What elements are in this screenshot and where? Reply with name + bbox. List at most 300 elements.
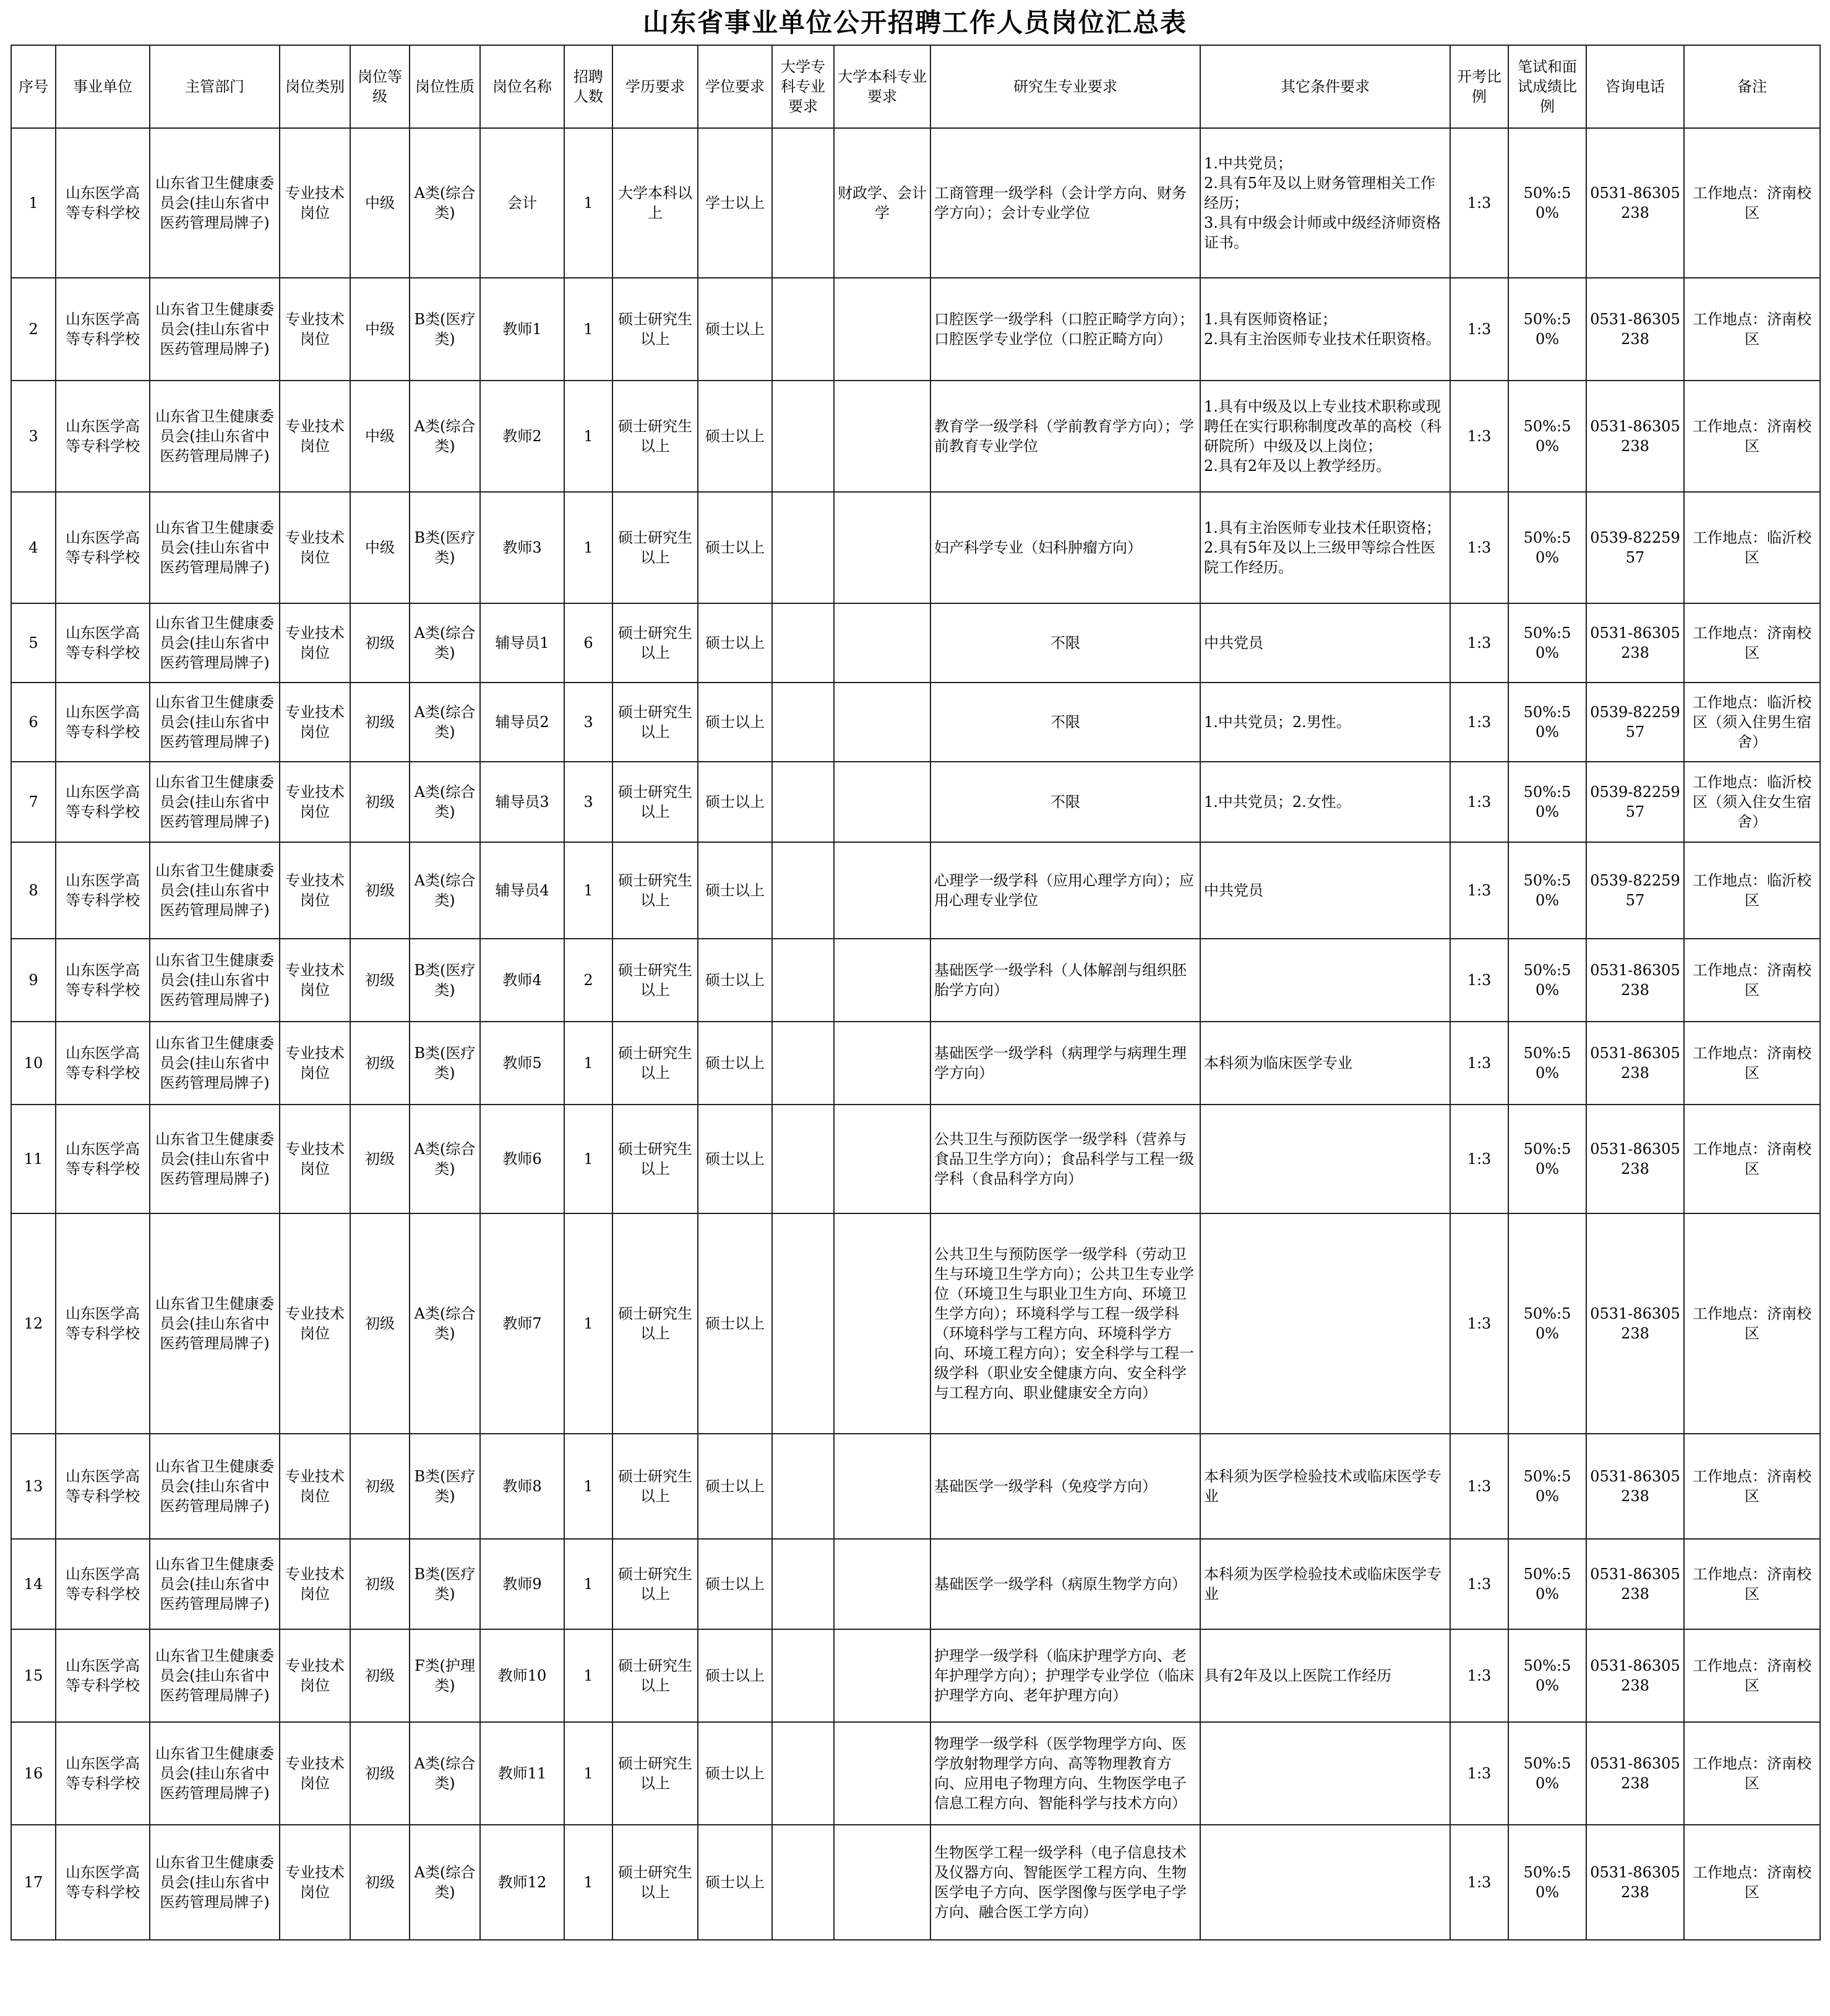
cell-employer: 山东医学高等专科学校 — [56, 1022, 150, 1105]
cell-exam-ratio: 1:3 — [1450, 603, 1508, 683]
cell-other-req: 具有2年及以上医院工作经历 — [1200, 1629, 1450, 1722]
cell-seq-no: 17 — [11, 1825, 56, 1940]
cell-seq-no: 1 — [11, 128, 56, 278]
cell-phone: 0539-8225957 — [1586, 683, 1684, 762]
cell-graduate-major-req: 护理学一级学科（临床护理学方向、老年护理学方向）；护理学专业学位（临床护理学方向、老年护理方向） — [930, 1629, 1200, 1722]
cell-department: 山东省卫生健康委员会(挂山东省中医药管理局牌子) — [150, 762, 280, 842]
header-exam-ratio: 开考比例 — [1450, 45, 1508, 128]
cell-hire-count: 1 — [564, 1629, 612, 1722]
cell-degree-req: 硕士以上 — [698, 603, 772, 683]
cell-phone: 0531-86305238 — [1586, 1434, 1684, 1539]
cell-employer: 山东医学高等专科学校 — [56, 128, 150, 278]
table-row — [11, 1434, 1820, 1539]
cell-college-major-req — [772, 128, 834, 278]
header-remark: 备注 — [1684, 45, 1820, 128]
cell-bachelor-major-req — [834, 381, 930, 492]
cell-other-req: 1.中共党员；2.女性。 — [1200, 762, 1450, 842]
cell-post-category: 专业技术岗位 — [280, 492, 350, 603]
cell-college-major-req — [772, 381, 834, 492]
cell-post-level: 初级 — [350, 1629, 410, 1722]
cell-education-req: 硕士研究生以上 — [612, 1825, 698, 1940]
cell-department: 山东省卫生健康委员会(挂山东省中医药管理局牌子) — [150, 492, 280, 603]
cell-remark: 工作地点：济南校区 — [1684, 603, 1820, 683]
cell-score-ratio: 50%:50% — [1508, 381, 1586, 492]
cell-employer: 山东医学高等专科学校 — [56, 492, 150, 603]
cell-post-category: 专业技术岗位 — [280, 683, 350, 762]
cell-employer: 山东医学高等专科学校 — [56, 762, 150, 842]
cell-degree-req: 硕士以上 — [698, 1825, 772, 1940]
table-row — [11, 1629, 1820, 1722]
cell-post-nature: A类(综合类) — [410, 842, 480, 939]
cell-education-req: 硕士研究生以上 — [612, 1629, 698, 1722]
cell-post-name: 教师9 — [480, 1539, 564, 1629]
cell-score-ratio: 50%:50% — [1508, 1539, 1586, 1629]
cell-post-level: 初级 — [350, 603, 410, 683]
cell-hire-count: 3 — [564, 683, 612, 762]
cell-remark: 工作地点：济南校区 — [1684, 278, 1820, 381]
cell-phone: 0531-86305238 — [1586, 128, 1684, 278]
cell-employer: 山东医学高等专科学校 — [56, 381, 150, 492]
cell-post-nature: A类(综合类) — [410, 762, 480, 842]
cell-graduate-major-req: 口腔医学一级学科（口腔正畸学方向）；口腔医学专业学位（口腔正畸方向） — [930, 278, 1200, 381]
cell-post-name: 会计 — [480, 128, 564, 278]
cell-score-ratio: 50%:50% — [1508, 603, 1586, 683]
cell-college-major-req — [772, 492, 834, 603]
cell-phone: 0531-86305238 — [1586, 1539, 1684, 1629]
cell-education-req: 硕士研究生以上 — [612, 1022, 698, 1105]
cell-degree-req: 硕士以上 — [698, 1213, 772, 1434]
cell-post-level: 中级 — [350, 128, 410, 278]
cell-seq-no: 15 — [11, 1629, 56, 1722]
cell-remark: 工作地点：济南校区 — [1684, 1722, 1820, 1825]
cell-phone: 0531-86305238 — [1586, 278, 1684, 381]
cell-exam-ratio: 1:3 — [1450, 1825, 1508, 1940]
header-education-req: 学历要求 — [612, 45, 698, 128]
cell-employer: 山东医学高等专科学校 — [56, 1825, 150, 1940]
cell-remark: 工作地点：济南校区 — [1684, 939, 1820, 1022]
cell-degree-req: 硕士以上 — [698, 278, 772, 381]
cell-post-name: 教师2 — [480, 381, 564, 492]
table-row — [11, 683, 1820, 762]
cell-post-category: 专业技术岗位 — [280, 1105, 350, 1213]
cell-degree-req: 硕士以上 — [698, 1539, 772, 1629]
cell-post-name: 辅导员1 — [480, 603, 564, 683]
cell-remark: 工作地点：济南校区 — [1684, 1629, 1820, 1722]
cell-employer: 山东医学高等专科学校 — [56, 278, 150, 381]
cell-graduate-major-req: 心理学一级学科（应用心理学方向）；应用心理专业学位 — [930, 842, 1200, 939]
cell-employer: 山东医学高等专科学校 — [56, 1213, 150, 1434]
header-score-ratio: 笔试和面试成绩比例 — [1508, 45, 1586, 128]
cell-post-category: 专业技术岗位 — [280, 1722, 350, 1825]
cell-department: 山东省卫生健康委员会(挂山东省中医药管理局牌子) — [150, 1722, 280, 1825]
cell-education-req: 硕士研究生以上 — [612, 278, 698, 381]
table-row — [11, 603, 1820, 683]
cell-post-category: 专业技术岗位 — [280, 128, 350, 278]
cell-department: 山东省卫生健康委员会(挂山东省中医药管理局牌子) — [150, 1022, 280, 1105]
cell-bachelor-major-req — [834, 1213, 930, 1434]
cell-department: 山东省卫生健康委员会(挂山东省中医药管理局牌子) — [150, 278, 280, 381]
cell-college-major-req — [772, 1213, 834, 1434]
cell-post-name: 教师1 — [480, 278, 564, 381]
cell-post-name: 教师8 — [480, 1434, 564, 1539]
cell-graduate-major-req: 基础医学一级学科（免疫学方向） — [930, 1434, 1200, 1539]
cell-score-ratio: 50%:50% — [1508, 1629, 1586, 1722]
cell-bachelor-major-req — [834, 1629, 930, 1722]
cell-hire-count: 2 — [564, 939, 612, 1022]
cell-hire-count: 1 — [564, 128, 612, 278]
cell-post-category: 专业技术岗位 — [280, 842, 350, 939]
cell-exam-ratio: 1:3 — [1450, 1213, 1508, 1434]
cell-score-ratio: 50%:50% — [1508, 278, 1586, 381]
cell-remark: 工作地点：济南校区 — [1684, 1022, 1820, 1105]
table-row — [11, 381, 1820, 492]
cell-hire-count: 1 — [564, 381, 612, 492]
cell-exam-ratio: 1:3 — [1450, 1629, 1508, 1722]
cell-score-ratio: 50%:50% — [1508, 1022, 1586, 1105]
cell-seq-no: 14 — [11, 1539, 56, 1629]
cell-other-req: 1.中共党员； 2.具有5年及以上财务管理相关工作经历； 3.具有中级会计师或中级经济师资格证书。 — [1200, 128, 1450, 278]
cell-seq-no: 10 — [11, 1022, 56, 1105]
cell-hire-count: 1 — [564, 1213, 612, 1434]
cell-other-req: 1.具有主治医师专业技术任职资格； 2.具有5年及以上三级甲等综合性医院工作经历。 — [1200, 492, 1450, 603]
cell-phone: 0539-8225957 — [1586, 492, 1684, 603]
cell-remark: 工作地点：济南校区 — [1684, 128, 1820, 278]
cell-graduate-major-req: 不限 — [930, 603, 1200, 683]
cell-other-req — [1200, 939, 1450, 1022]
cell-hire-count: 1 — [564, 842, 612, 939]
cell-department: 山东省卫生健康委员会(挂山东省中医药管理局牌子) — [150, 603, 280, 683]
cell-exam-ratio: 1:3 — [1450, 128, 1508, 278]
cell-post-category: 专业技术岗位 — [280, 381, 350, 492]
cell-degree-req: 硕士以上 — [698, 1022, 772, 1105]
cell-department: 山东省卫生健康委员会(挂山东省中医药管理局牌子) — [150, 128, 280, 278]
cell-seq-no: 13 — [11, 1434, 56, 1539]
cell-education-req: 硕士研究生以上 — [612, 492, 698, 603]
cell-post-category: 专业技术岗位 — [280, 1434, 350, 1539]
cell-employer: 山东医学高等专科学校 — [56, 683, 150, 762]
cell-exam-ratio: 1:3 — [1450, 1434, 1508, 1539]
header-post-level: 岗位等级 — [350, 45, 410, 128]
cell-seq-no: 6 — [11, 683, 56, 762]
cell-post-nature: B类(医疗类) — [410, 1434, 480, 1539]
cell-score-ratio: 50%:50% — [1508, 1434, 1586, 1539]
cell-hire-count: 1 — [564, 278, 612, 381]
cell-hire-count: 1 — [564, 1825, 612, 1940]
cell-score-ratio: 50%:50% — [1508, 128, 1586, 278]
cell-department: 山东省卫生健康委员会(挂山东省中医药管理局牌子) — [150, 842, 280, 939]
cell-hire-count: 3 — [564, 762, 612, 842]
cell-degree-req: 硕士以上 — [698, 842, 772, 939]
table-row — [11, 1213, 1820, 1434]
cell-remark: 工作地点：济南校区 — [1684, 1539, 1820, 1629]
cell-post-nature: A类(综合类) — [410, 381, 480, 492]
cell-post-category: 专业技术岗位 — [280, 1629, 350, 1722]
cell-degree-req: 学士以上 — [698, 128, 772, 278]
cell-education-req: 硕士研究生以上 — [612, 762, 698, 842]
cell-education-req: 大学本科以上 — [612, 128, 698, 278]
cell-department: 山东省卫生健康委员会(挂山东省中医药管理局牌子) — [150, 1213, 280, 1434]
cell-graduate-major-req: 基础医学一级学科（病原生物学方向） — [930, 1539, 1200, 1629]
cell-education-req: 硕士研究生以上 — [612, 1105, 698, 1213]
table-row — [11, 762, 1820, 842]
cell-degree-req: 硕士以上 — [698, 1629, 772, 1722]
cell-other-req: 中共党员 — [1200, 603, 1450, 683]
cell-phone: 0531-86305238 — [1586, 1629, 1684, 1722]
cell-post-name: 教师12 — [480, 1825, 564, 1940]
cell-other-req — [1200, 1213, 1450, 1434]
cell-graduate-major-req: 工商管理一级学科（会计学方向、财务学方向）；会计专业学位 — [930, 128, 1200, 278]
header-phone: 咨询电话 — [1586, 45, 1684, 128]
cell-seq-no: 12 — [11, 1213, 56, 1434]
cell-remark: 工作地点：济南校区 — [1684, 1213, 1820, 1434]
cell-college-major-req — [772, 1539, 834, 1629]
cell-other-req: 本科须为临床医学专业 — [1200, 1022, 1450, 1105]
cell-remark: 工作地点：临沂校区（须入住女生宿舍） — [1684, 762, 1820, 842]
cell-hire-count: 1 — [564, 1722, 612, 1825]
cell-college-major-req — [772, 1434, 834, 1539]
cell-post-nature: A类(综合类) — [410, 683, 480, 762]
cell-graduate-major-req: 不限 — [930, 762, 1200, 842]
cell-phone: 0539-8225957 — [1586, 762, 1684, 842]
cell-bachelor-major-req — [834, 278, 930, 381]
cell-degree-req: 硕士以上 — [698, 683, 772, 762]
cell-other-req: 1.中共党员；2.男性。 — [1200, 683, 1450, 762]
cell-employer: 山东医学高等专科学校 — [56, 842, 150, 939]
cell-post-level: 初级 — [350, 1825, 410, 1940]
cell-phone: 0531-86305238 — [1586, 1213, 1684, 1434]
cell-post-level: 初级 — [350, 939, 410, 1022]
cell-department: 山东省卫生健康委员会(挂山东省中医药管理局牌子) — [150, 1629, 280, 1722]
table-row — [11, 1825, 1820, 1940]
cell-phone: 0531-86305238 — [1586, 939, 1684, 1022]
cell-post-name: 辅导员3 — [480, 762, 564, 842]
cell-post-category: 专业技术岗位 — [280, 278, 350, 381]
cell-degree-req: 硕士以上 — [698, 1105, 772, 1213]
cell-college-major-req — [772, 1825, 834, 1940]
cell-employer: 山东医学高等专科学校 — [56, 603, 150, 683]
cell-post-category: 专业技术岗位 — [280, 1213, 350, 1434]
cell-degree-req: 硕士以上 — [698, 381, 772, 492]
table-header-row — [11, 45, 1820, 128]
cell-post-name: 辅导员2 — [480, 683, 564, 762]
cell-other-req: 中共党员 — [1200, 842, 1450, 939]
cell-post-category: 专业技术岗位 — [280, 762, 350, 842]
cell-bachelor-major-req — [834, 1722, 930, 1825]
cell-score-ratio: 50%:50% — [1508, 842, 1586, 939]
cell-graduate-major-req: 生物医学工程一级学科（电子信息技术及仪器方向、智能医学工程方向、生物医学电子方向、医学图像与医学电子学方向、融合医工学方向） — [930, 1825, 1200, 1940]
cell-department: 山东省卫生健康委员会(挂山东省中医药管理局牌子) — [150, 1434, 280, 1539]
cell-seq-no: 3 — [11, 381, 56, 492]
cell-post-nature: A类(综合类) — [410, 1105, 480, 1213]
cell-college-major-req — [772, 1022, 834, 1105]
cell-post-nature: B类(医疗类) — [410, 278, 480, 381]
cell-post-nature: A类(综合类) — [410, 1213, 480, 1434]
cell-exam-ratio: 1:3 — [1450, 683, 1508, 762]
cell-bachelor-major-req — [834, 603, 930, 683]
cell-post-category: 专业技术岗位 — [280, 1825, 350, 1940]
cell-exam-ratio: 1:3 — [1450, 381, 1508, 492]
cell-employer: 山东医学高等专科学校 — [56, 1105, 150, 1213]
cell-remark: 工作地点：临沂校区 — [1684, 492, 1820, 603]
cell-post-category: 专业技术岗位 — [280, 1539, 350, 1629]
table-row — [11, 492, 1820, 603]
header-seq-no: 序号 — [11, 45, 56, 128]
table-row — [11, 939, 1820, 1022]
cell-bachelor-major-req — [834, 939, 930, 1022]
cell-college-major-req — [772, 278, 834, 381]
cell-other-req: 1.具有医师资格证； 2.具有主治医师专业技术任职资格。 — [1200, 278, 1450, 381]
cell-other-req — [1200, 1722, 1450, 1825]
table-row — [11, 1539, 1820, 1629]
cell-college-major-req — [772, 939, 834, 1022]
cell-hire-count: 1 — [564, 1022, 612, 1105]
page-title: 山东省事业单位公开招聘工作人员岗位汇总表 — [642, 7, 1187, 38]
cell-post-name: 教师5 — [480, 1022, 564, 1105]
header-post-nature: 岗位性质 — [410, 45, 480, 128]
cell-remark: 工作地点：临沂校区 — [1684, 842, 1820, 939]
cell-college-major-req — [772, 683, 834, 762]
cell-score-ratio: 50%:50% — [1508, 762, 1586, 842]
cell-seq-no: 4 — [11, 492, 56, 603]
cell-post-category: 专业技术岗位 — [280, 939, 350, 1022]
cell-post-category: 专业技术岗位 — [280, 1022, 350, 1105]
cell-seq-no: 11 — [11, 1105, 56, 1213]
cell-college-major-req — [772, 762, 834, 842]
cell-graduate-major-req: 基础医学一级学科（病理学与病理生理学方向） — [930, 1022, 1200, 1105]
cell-bachelor-major-req — [834, 1105, 930, 1213]
cell-post-nature: A类(综合类) — [410, 1825, 480, 1940]
cell-hire-count: 1 — [564, 1539, 612, 1629]
table-row — [11, 278, 1820, 381]
cell-exam-ratio: 1:3 — [1450, 762, 1508, 842]
cell-post-name: 教师7 — [480, 1213, 564, 1434]
cell-remark: 工作地点：临沂校区（须入住男生宿舍） — [1684, 683, 1820, 762]
cell-department: 山东省卫生健康委员会(挂山东省中医药管理局牌子) — [150, 1539, 280, 1629]
cell-exam-ratio: 1:3 — [1450, 492, 1508, 603]
positions-table — [11, 45, 1821, 1941]
cell-bachelor-major-req — [834, 683, 930, 762]
cell-hire-count: 1 — [564, 1105, 612, 1213]
cell-seq-no: 9 — [11, 939, 56, 1022]
header-post-category: 岗位类别 — [280, 45, 350, 128]
cell-phone: 0539-8225957 — [1586, 842, 1684, 939]
cell-remark: 工作地点：济南校区 — [1684, 1825, 1820, 1940]
cell-degree-req: 硕士以上 — [698, 939, 772, 1022]
cell-bachelor-major-req — [834, 1825, 930, 1940]
cell-department: 山东省卫生健康委员会(挂山东省中医药管理局牌子) — [150, 683, 280, 762]
cell-bachelor-major-req — [834, 1434, 930, 1539]
header-hire-count: 招聘人数 — [564, 45, 612, 128]
cell-employer: 山东医学高等专科学校 — [56, 1539, 150, 1629]
cell-education-req: 硕士研究生以上 — [612, 1539, 698, 1629]
cell-bachelor-major-req — [834, 492, 930, 603]
cell-post-category: 专业技术岗位 — [280, 603, 350, 683]
cell-bachelor-major-req: 财政学、会计学 — [834, 128, 930, 278]
cell-post-level: 初级 — [350, 1539, 410, 1629]
cell-education-req: 硕士研究生以上 — [612, 1213, 698, 1434]
cell-score-ratio: 50%:50% — [1508, 1213, 1586, 1434]
cell-seq-no: 16 — [11, 1722, 56, 1825]
cell-post-level: 中级 — [350, 381, 410, 492]
table-row — [11, 1722, 1820, 1825]
cell-graduate-major-req: 基础医学一级学科（人体解剖与组织胚胎学方向） — [930, 939, 1200, 1022]
cell-education-req: 硕士研究生以上 — [612, 683, 698, 762]
header-other-req: 其它条件要求 — [1200, 45, 1450, 128]
cell-post-level: 初级 — [350, 1722, 410, 1825]
header-employer: 事业单位 — [56, 45, 150, 128]
cell-graduate-major-req: 物理学一级学科（医学物理学方向、医学放射物理学方向、高等物理教育方向、应用电子物理方向、生物医学电子信息工程方向、智能科学与技术方向） — [930, 1722, 1200, 1825]
cell-exam-ratio: 1:3 — [1450, 842, 1508, 939]
cell-post-level: 初级 — [350, 1213, 410, 1434]
cell-other-req: 本科须为医学检验技术或临床医学专业 — [1200, 1434, 1450, 1539]
cell-education-req: 硕士研究生以上 — [612, 603, 698, 683]
header-department: 主管部门 — [150, 45, 280, 128]
cell-post-nature: F类(护理类) — [410, 1629, 480, 1722]
cell-exam-ratio: 1:3 — [1450, 1022, 1508, 1105]
cell-post-name: 教师6 — [480, 1105, 564, 1213]
cell-bachelor-major-req — [834, 842, 930, 939]
cell-score-ratio: 50%:50% — [1508, 939, 1586, 1022]
cell-degree-req: 硕士以上 — [698, 1434, 772, 1539]
cell-post-level: 初级 — [350, 842, 410, 939]
cell-graduate-major-req: 教育学一级学科（学前教育学方向）；学前教育专业学位 — [930, 381, 1200, 492]
cell-post-nature: B类(医疗类) — [410, 939, 480, 1022]
cell-remark: 工作地点：济南校区 — [1684, 1105, 1820, 1213]
cell-hire-count: 6 — [564, 603, 612, 683]
cell-hire-count: 1 — [564, 1434, 612, 1539]
cell-post-level: 初级 — [350, 683, 410, 762]
cell-phone: 0531-86305238 — [1586, 1105, 1684, 1213]
cell-graduate-major-req: 公共卫生与预防医学一级学科（劳动卫生与环境卫生学方向）；公共卫生专业学位（环境卫生与职业卫生方向、环境卫生学方向）；环境科学与工程一级学科（环境科学与工程方向、环境科学方向、环境工程方向）；安全科学与工程一级学科（职业安全健康方向、安全科学与工程方向、职业健康安全方向） — [930, 1213, 1200, 1434]
cell-department: 山东省卫生健康委员会(挂山东省中医药管理局牌子) — [150, 1825, 280, 1940]
cell-post-nature: B类(医疗类) — [410, 1539, 480, 1629]
header-bachelor-major-req: 大学本科专业要求 — [834, 45, 930, 128]
cell-other-req — [1200, 1105, 1450, 1213]
table-row — [11, 842, 1820, 939]
cell-department: 山东省卫生健康委员会(挂山东省中医药管理局牌子) — [150, 939, 280, 1022]
cell-college-major-req — [772, 842, 834, 939]
header-college-major-req: 大学专科专业要求 — [772, 45, 834, 128]
table-row — [11, 128, 1820, 278]
cell-post-nature: B类(医疗类) — [410, 1022, 480, 1105]
cell-post-level: 初级 — [350, 1434, 410, 1539]
cell-post-level: 中级 — [350, 278, 410, 381]
cell-post-name: 教师11 — [480, 1722, 564, 1825]
header-graduate-major-req: 研究生专业要求 — [930, 45, 1200, 128]
cell-post-nature: A类(综合类) — [410, 1722, 480, 1825]
cell-education-req: 硕士研究生以上 — [612, 381, 698, 492]
cell-employer: 山东医学高等专科学校 — [56, 939, 150, 1022]
cell-graduate-major-req: 公共卫生与预防医学一级学科（营养与食品卫生学方向）；食品科学与工程一级学科（食品科学方向） — [930, 1105, 1200, 1213]
cell-phone: 0531-86305238 — [1586, 381, 1684, 492]
cell-score-ratio: 50%:50% — [1508, 1722, 1586, 1825]
cell-college-major-req — [772, 603, 834, 683]
cell-employer: 山东医学高等专科学校 — [56, 1434, 150, 1539]
table-row — [11, 1022, 1820, 1105]
cell-department: 山东省卫生健康委员会(挂山东省中医药管理局牌子) — [150, 1105, 280, 1213]
cell-phone: 0531-86305238 — [1586, 1722, 1684, 1825]
header-degree-req: 学位要求 — [698, 45, 772, 128]
cell-bachelor-major-req — [834, 762, 930, 842]
cell-degree-req: 硕士以上 — [698, 492, 772, 603]
cell-department: 山东省卫生健康委员会(挂山东省中医药管理局牌子) — [150, 381, 280, 492]
cell-college-major-req — [772, 1722, 834, 1825]
cell-bachelor-major-req — [834, 1022, 930, 1105]
cell-exam-ratio: 1:3 — [1450, 1105, 1508, 1213]
cell-seq-no: 2 — [11, 278, 56, 381]
cell-post-name: 辅导员4 — [480, 842, 564, 939]
cell-score-ratio: 50%:50% — [1508, 492, 1586, 603]
